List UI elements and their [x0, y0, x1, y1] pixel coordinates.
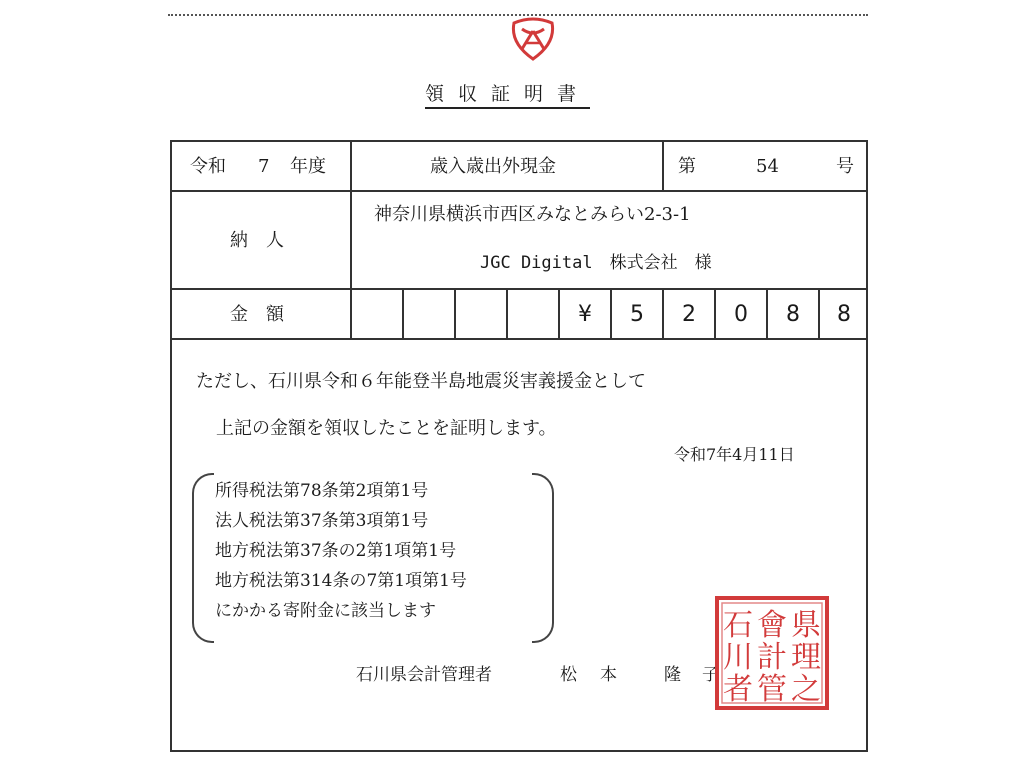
fiscal-row — [172, 142, 866, 192]
number-suffix: 号 — [836, 156, 854, 177]
amount-digit: 0 — [716, 290, 768, 338]
account-type: 歳入歳出外現金 — [430, 156, 556, 177]
official-seal — [714, 595, 830, 711]
law-line: 法人税法第37条第3項第1号 — [215, 511, 429, 531]
payer-label-cell — [172, 192, 352, 288]
amount-digit — [352, 290, 404, 338]
number-prefix: 第 — [678, 156, 696, 177]
dotted-edge-line — [168, 14, 868, 16]
issuer-name-char: 松 — [560, 665, 577, 685]
seal-char: 管 — [757, 672, 787, 707]
seal-char: 會 — [757, 608, 787, 643]
prefectural-emblem-icon — [508, 17, 558, 61]
issuer-name-char: 本 — [600, 665, 617, 685]
seal-char: 計 — [757, 640, 787, 675]
right-bracket — [532, 473, 554, 643]
seal-char: 之 — [791, 672, 821, 707]
payer-name: JGC Digital 株式会社 様 — [480, 253, 712, 273]
yen-symbol: ¥ — [560, 290, 612, 338]
law-line: 地方税法第37条の2第1項第1号 — [215, 541, 457, 561]
amount-digit: 8 — [768, 290, 820, 338]
law-line: 所得税法第78条第2項第1号 — [215, 481, 429, 501]
law-line: にかかる寄附金に該当します — [215, 601, 436, 621]
law-line: 地方税法第314条の7第1項第1号 — [215, 571, 467, 591]
amount-digit — [404, 290, 456, 338]
amount-digit: 5 — [612, 290, 664, 338]
left-bracket — [192, 473, 214, 643]
payer-info-cell — [352, 192, 868, 288]
document-title: 領収証明書 — [425, 82, 590, 109]
issue-date: 令和7年4月11日 — [674, 445, 795, 464]
payer-label: 納 人 — [230, 230, 284, 251]
purpose-text: ただし、石川県令和６年能登半島地震災害義援金として — [196, 371, 646, 392]
amount-digits — [352, 290, 868, 338]
payer-row — [172, 192, 866, 290]
amount-digit: 2 — [664, 290, 716, 338]
fiscal-era: 令和 — [190, 156, 226, 177]
seal-char: 県 — [791, 608, 821, 643]
issuer-name-char: 子 — [702, 665, 719, 685]
issuer-title: 石川県会計管理者 — [356, 665, 492, 685]
fiscal-year-cell — [172, 142, 352, 190]
fiscal-year-value: 7 — [258, 156, 270, 177]
amount-label: 金 額 — [230, 304, 284, 325]
certify-text: 上記の金額を領収したことを証明します。 — [216, 418, 557, 439]
amount-digit: 8 — [837, 301, 851, 327]
seal-char: 理 — [791, 640, 821, 675]
seal-char: 石 — [723, 608, 753, 643]
amount-label-cell — [172, 290, 352, 338]
amount-digit — [508, 290, 560, 338]
seal-char: 者 — [723, 672, 753, 707]
amount-row — [172, 290, 866, 340]
amount-digit — [456, 290, 508, 338]
account-type-cell — [352, 142, 664, 190]
fiscal-year-suffix: 年度 — [290, 156, 326, 177]
number-value: 54 — [756, 156, 779, 177]
seal-char: 川 — [723, 640, 753, 675]
issuer-name-char: 隆 — [664, 665, 681, 685]
payer-address: 神奈川県横浜市西区みなとみらい2-3-1 — [374, 204, 691, 225]
number-cell — [664, 142, 868, 190]
